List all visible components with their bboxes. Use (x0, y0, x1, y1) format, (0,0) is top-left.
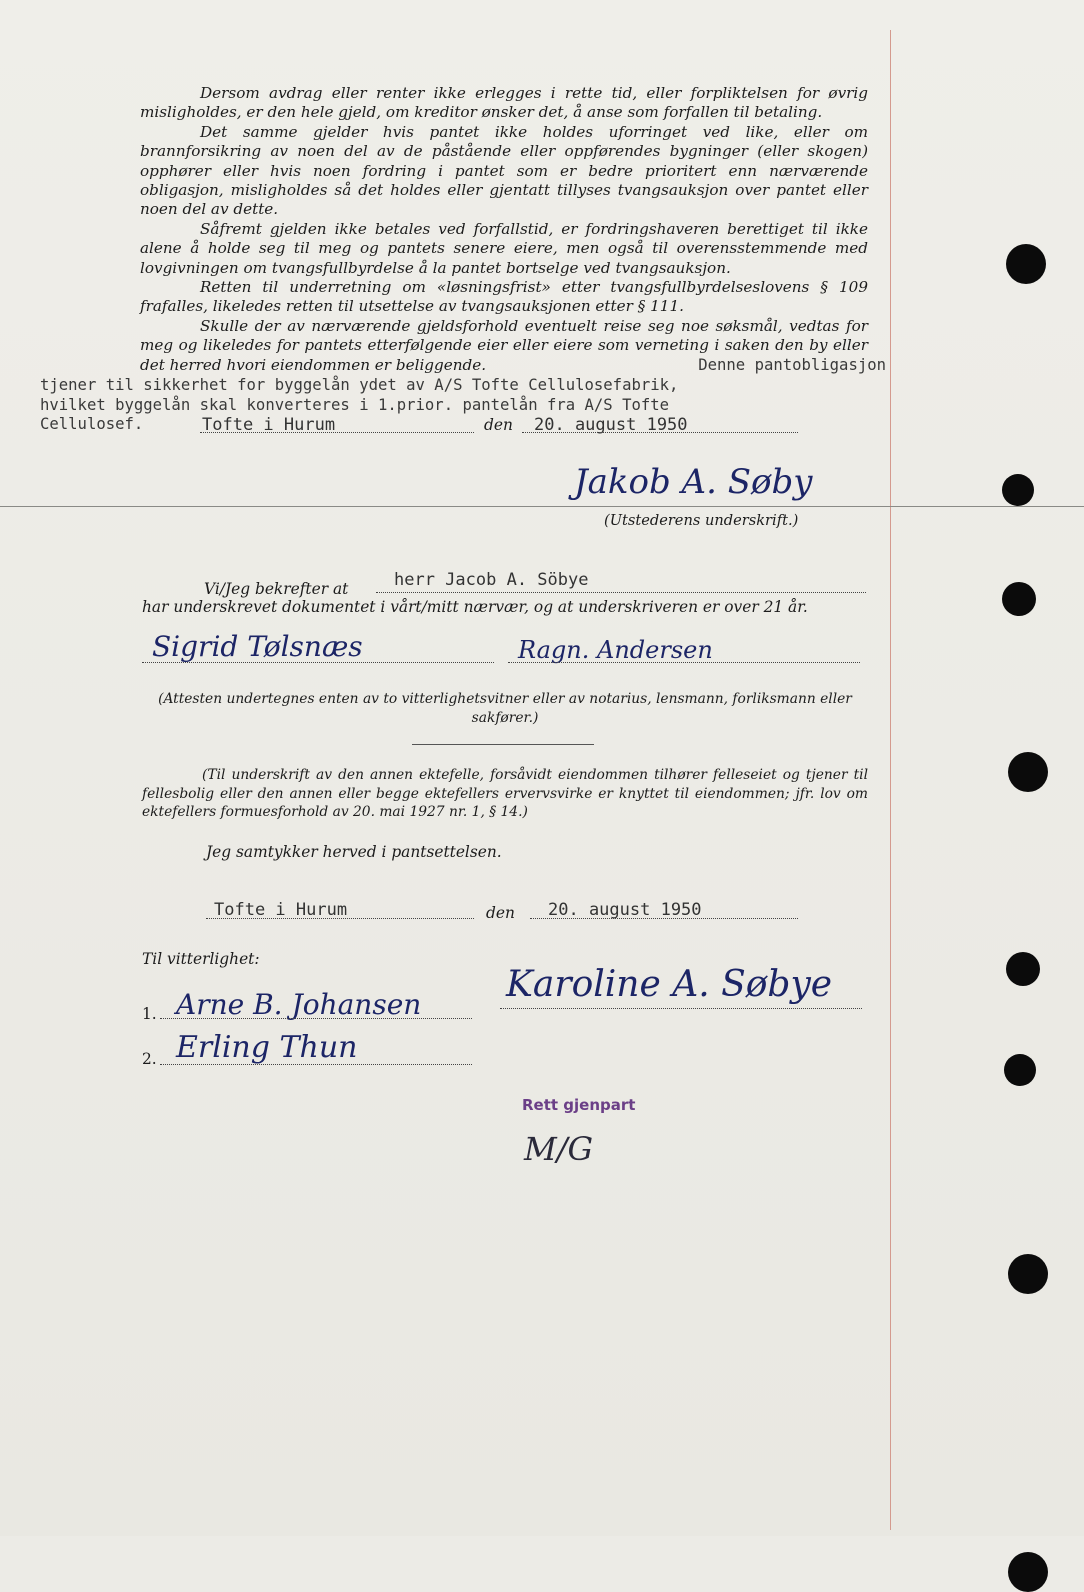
copy-stamp: Rett gjenpart (522, 1096, 636, 1114)
typed-insert-line: Cellulosef. (40, 415, 144, 434)
witness-1-number: 1. (142, 1005, 157, 1023)
issuer-caption: (Utstederens underskrift.) (604, 512, 799, 529)
dotted-line (160, 1018, 472, 1019)
dotted-line (522, 432, 798, 433)
punch-hole-icon (1006, 244, 1046, 284)
dotted-line (530, 918, 798, 919)
typed-insert-line: hvilket byggelån skal konverteres i 1.prior. pantelån fra A/S Tofte (40, 395, 670, 414)
confirm-name: herr Jacob A. Söbye (394, 570, 589, 590)
dotted-line (142, 662, 494, 663)
witness-2-number: 2. (142, 1050, 157, 1068)
terms-paragraph-venue: Skulle der av nærværende gjeldsforhold eventuelt reise seg noe søksmål, vedtas for meg og likeledes for pantets etterfølgende eier eller eiere som verneting i saken den by eller det herred hvori eiendommen er beliggende. (140, 316, 868, 374)
terms-paragraph-maintenance: Det samme gjelder hvis pantet ikke holdes uforringet ved like, eller om brannforsikring av noen del av de påstående eller oppførendes bygninger (eller skogen) opphører eller hvis noen fordring i pantet som er bedre prioritert enn nærværende obligasjon, misligholdes så det holdes eller gjentatt tillyses tvangsauksjon over pantet eller noen del av dette. (140, 122, 868, 219)
typed-insert-line: tjener til sikkerhet for byggelån ydet av A/S Tofte Cellulosefabrik, (40, 375, 679, 394)
punch-hole-icon (1002, 474, 1034, 506)
dotted-line (206, 918, 474, 919)
terms-paragraph-default: Dersom avdrag eller renter ikke erlegges i rette tid, eller forpliktelsen for øvrig misligholdes, er den hele gjeld, om kreditor ønsker det, å anse som forfallen til betaling. (140, 84, 868, 122)
dotted-line (508, 662, 860, 663)
typed-insert (40, 356, 900, 435)
terms-paragraph-forced-sale: Såfremt gjelden ikke betales ved forfallstid, er fordringshaveren berettiget til ikke alene å holde seg til meg og pantets senere eiere, men også til overensstemmende med lovgivningen om tvangsfullbyrdelse å la pantet bortselge ved tvangsauksjon. (140, 219, 868, 277)
dotted-line (376, 592, 866, 593)
terms-paragraph-notice: Retten til underretning om «løsningsfrist» etter tvangsfullbyrdelseslovens § 109 frafalles, likeledes retten til utsettelse av tvangsauksjonen etter § 111. (140, 278, 868, 316)
date-field-2: 20. august 1950 (548, 900, 702, 920)
punch-hole-icon (1008, 1552, 1048, 1592)
punch-hole-icon (1004, 1054, 1036, 1086)
confirm-prefix: Vi/Jeg bekrefter at (204, 580, 349, 598)
dotted-line (500, 1008, 862, 1009)
witness-heading: Til vitterlighet: (142, 950, 260, 968)
witness-2-signature: Erling Thun (176, 1030, 358, 1065)
place-field-2: Tofte i Hurum (214, 900, 348, 920)
punch-hole-icon (1008, 752, 1048, 792)
witness-signature-2: Ragn. Andersen (518, 636, 713, 664)
date-field-1: 20. august 1950 (534, 415, 688, 435)
spouse-signature: Karoline A. Søbye (506, 964, 833, 1005)
den-label-1: den (484, 416, 513, 434)
attest-note: (Attesten undertegnes enten av to vitterlighetsvitner eller av notarius, lensmann, forliksmann eller sakfører.) (158, 691, 852, 726)
red-margin-line (890, 30, 891, 1530)
witness-1-signature: Arne B. Johansen (176, 988, 422, 1021)
terms-paragraphs (140, 84, 868, 375)
spouse-note: (Til underskrift av den annen ektefelle, forsåvidt eiendommen tilhører felleseiet og tjener til fellesbolig eller den annen eller begge ektefellers ervervsvirke er knyttet til eiendommen; jfr. lov om ektefellers formuesforhold av 20. mai 1927 nr. 1, § 14.) (142, 767, 868, 821)
confirm-rest: har underskrevet dokumentet i vårt/mitt nærvær, og at underskriveren er over 21 år. (142, 598, 808, 616)
consent-text: Jeg samtykker herved i pantsettelsen. (206, 843, 502, 861)
witness-signature-1: Sigrid Tølsnæs (152, 630, 363, 663)
den-label-2: den (486, 904, 515, 922)
dotted-line (160, 1064, 472, 1065)
dotted-line (200, 432, 474, 433)
place-field-1: Tofte i Hurum (202, 415, 336, 435)
punch-hole-icon (1002, 582, 1036, 616)
fold-line (0, 506, 1084, 507)
separator-rule (412, 744, 594, 745)
punch-hole-icon (1008, 1254, 1048, 1294)
typed-insert-line: Denne pantobligasjon (698, 356, 886, 374)
stamp-initials: M/G (524, 1130, 594, 1168)
punch-hole-icon (1006, 952, 1040, 986)
issuer-signature: Jakob A. Søby (574, 462, 813, 502)
